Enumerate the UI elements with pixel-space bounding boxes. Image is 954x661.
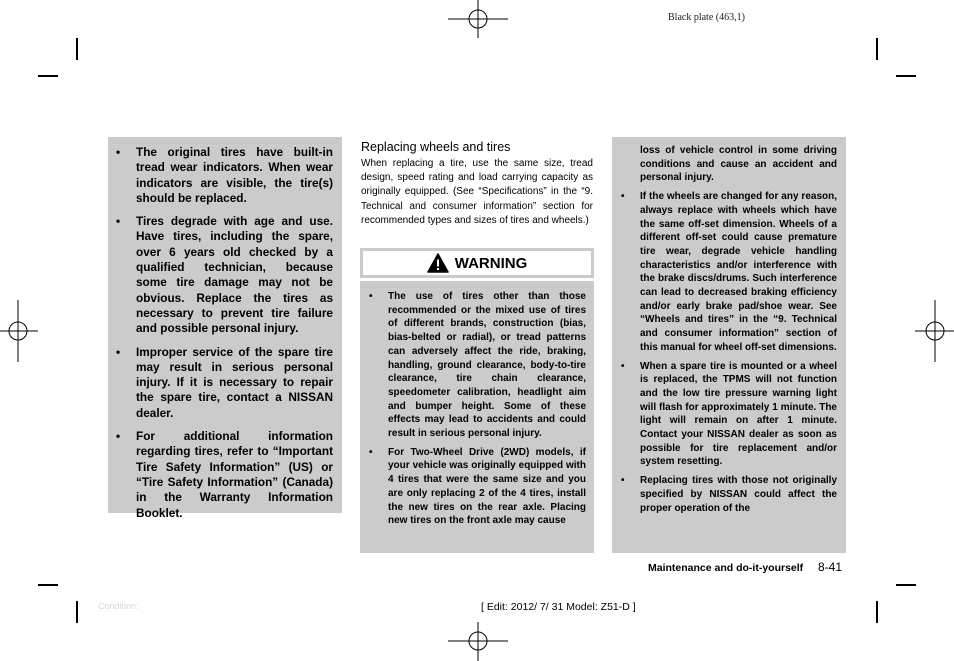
caution-item: • The original tires have built-in tread wear indicators. When wear indicators are visible, the tire(s) should be replaced. [136,145,333,206]
footer-section-title: Maintenance and do-it-yourself [648,562,804,574]
warning-panel [360,281,594,553]
crop-mark [38,584,58,586]
registration-mark-top [448,0,508,38]
condition-label: Condition: [98,601,139,611]
section-body: When replacing a tire, use the same size, tread design, speed rating and load carrying capacity as originally equipped. (See “Specifications” in the “9. Technical and consumer information” section for recommended types and sizes of tires and wheels.) [361,158,593,226]
warning-continuation: loss of vehicle control in some driving conditions and cause an accident and personal injury. [640,145,837,184]
registration-mark-left [0,300,38,362]
caution-item: • Improper service of the spare tire may result in serious personal injury. If it is necessary to repair the spare tire, contact a NISSAN dealer. [136,345,333,421]
crop-mark [896,584,916,586]
tire-caution-panel [108,137,342,520]
warning-header [360,248,594,278]
section-heading: Replacing wheels and tires [361,140,511,154]
registration-mark-bottom [448,622,508,661]
crop-mark [76,38,78,60]
crop-mark [896,75,916,77]
crop-mark [876,601,878,623]
plate-label: Black plate (463,1) [668,12,745,23]
warning-title: WARNING [454,254,528,272]
warning-continued-panel [612,137,846,553]
crop-mark [76,601,78,623]
crop-mark [876,38,878,60]
caution-item: • Tires degrade with age and use. Have tires, including the spare, over 6 years old checked by a qualified technician, because some tire damage may not be obvious. Replace the tires as necessary to prevent tire failure and possible personal injury. [136,214,333,336]
warning-item: • For Two-Wheel Drive (2WD) models, if your vehicle was originally equipped with 4 tires that were the same size and you are only replacing 2 of the 4 tires, install the new tires on the rear axle. Placing new tires on the front axle may cause [388,446,586,528]
warning-triangle-icon [427,253,449,273]
warning-item: • Replacing tires with those not originally specified by NISSAN could affect the proper operation of the [640,474,837,515]
page-number: 8-41 [818,560,843,574]
edit-info: [ Edit: 2012/ 7/ 31 Model: Z51-D ] [481,601,636,613]
warning-item: • If the wheels are changed for any reason, always replace with wheels which have the same off-set dimension. Wheels of a different off-set could cause premature tire wear, degrade vehicle handling characteristics and/or interference with the brake discs/drums. Such interference can lead to decreased braking efficiency and/or early brake pad/shoe wear. See “Wheels and tires” in the “9. Technical and consumer information” section of this manual for wheel off-set dimensions. [640,190,837,354]
registration-mark-right [915,300,954,362]
caution-item: • For additional information regarding tires, refer to “Important Tire Safety Information” (US) or “Tire Safety Information” (Canada) in the Warranty Information Booklet. [136,429,333,521]
warning-item: • When a spare tire is mounted or a wheel is replaced, the TPMS will not function and the low tire pressure warning light will flash for approximately 1 minute. The light will remain on after 1 minute. Contact your NISSAN dealer as soon as possible for tire replacement and/or system resetting. [640,360,837,470]
warning-item: • The use of tires other than those recommended or the mixed use of tires of different brands, construction (bias, bias-belted or radial), or tread patterns can adversely affect the ride, braking, handling, ground clearance, body-to-tire clearance, tire chain clearance, speedometer calibration, headlight aim and bumper height. Some of these effects may lead to accidents and could result in serious personal injury. [388,290,586,441]
crop-mark [38,75,58,77]
